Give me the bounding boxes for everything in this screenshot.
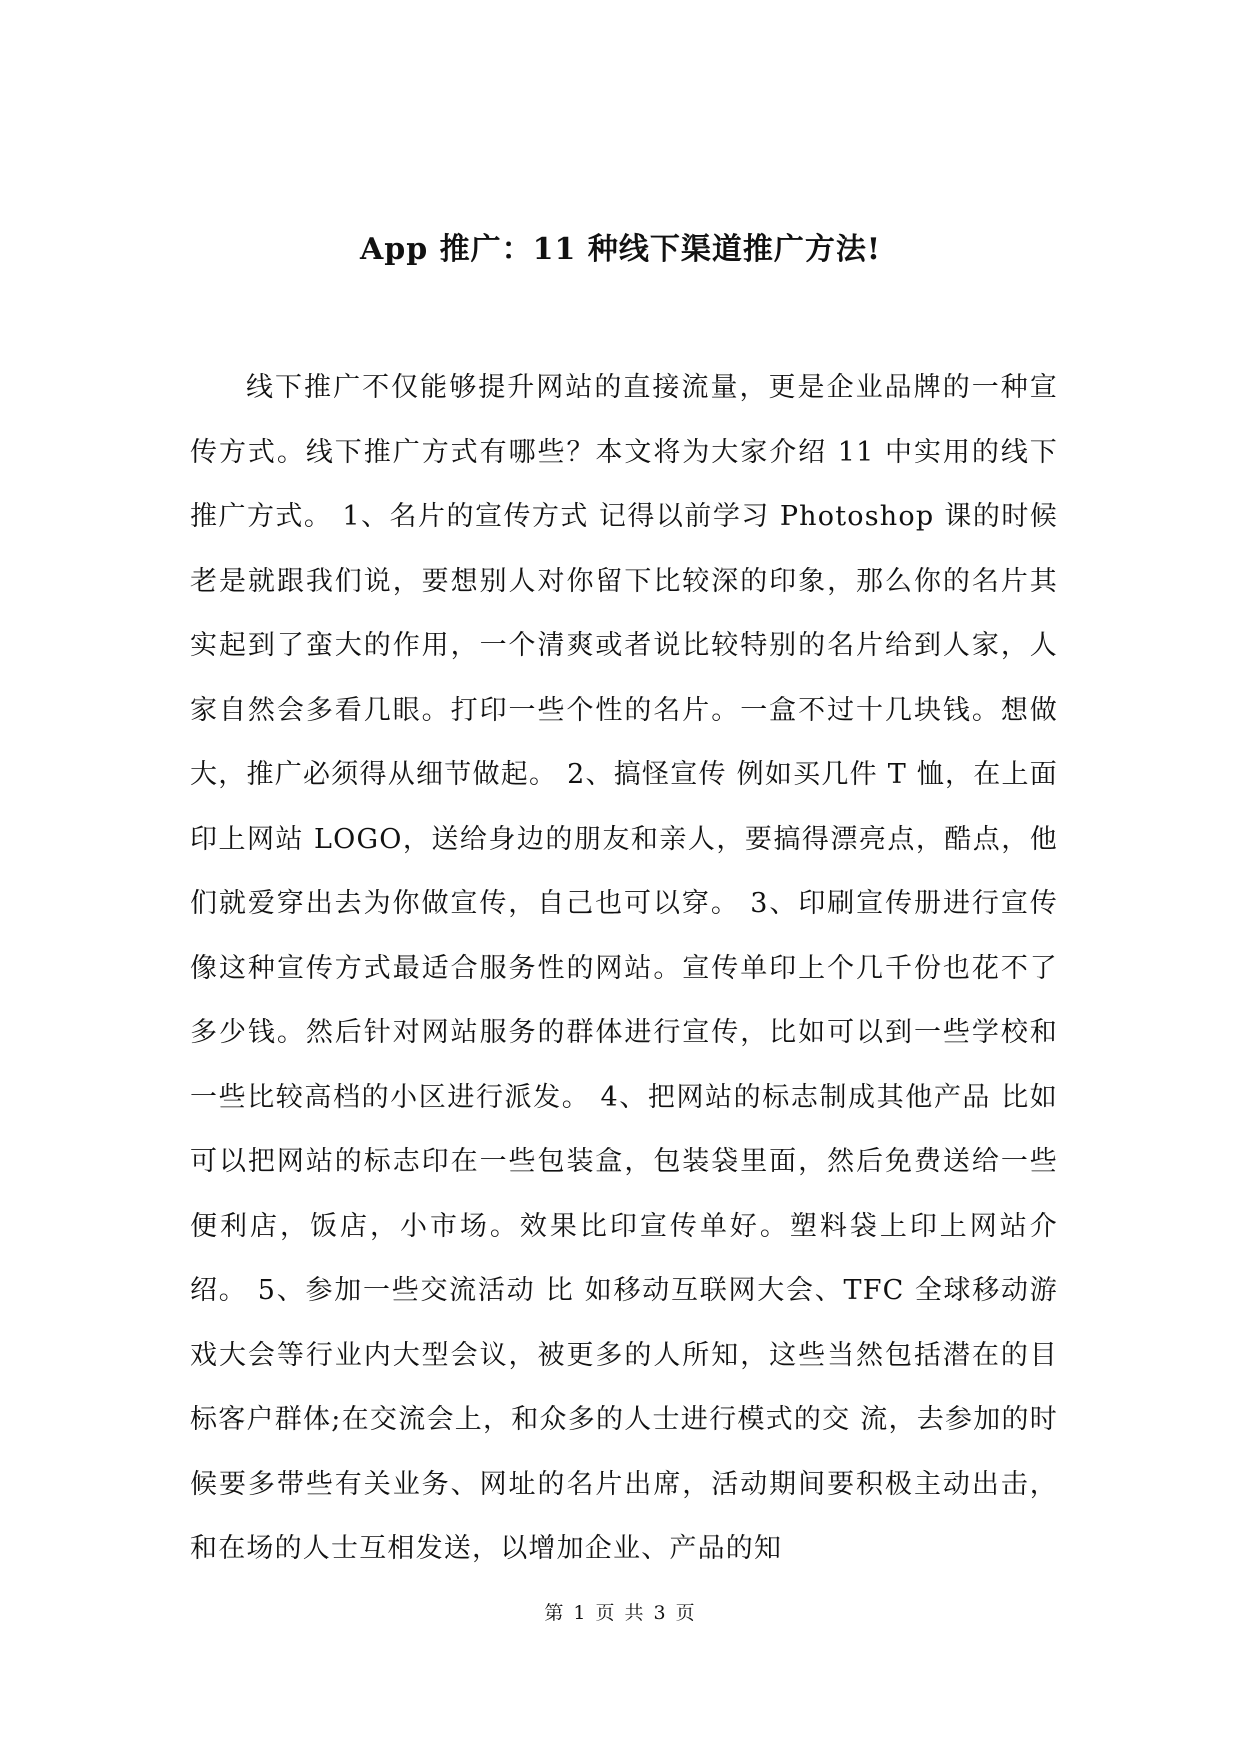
- page-number-footer: 第 1 页 共 3 页: [544, 1602, 697, 1624]
- document-title: App 推广：11 种线下渠道推广方法!: [359, 232, 882, 267]
- document-body-paragraph: 线下推广不仅能够提升网站的直接流量，更是企业品牌的一种宣传方式。线下推广方式有哪些？本文将为大家介绍 11 中实用的线下推广方式。 1、名片的宣传方式 记得以前学习 Photoshop 课的时候老是就跟我们说，要想别人对你留下比较深的印象，那么你的名片其实起到了蛮大的作用，一个清爽或者说比较特别的名片给到人家，人家自然会多看几眼。打印一些个性的名片。一盒不过十几块钱。想做大，推广必须得从细节做起。 2、搞怪宣传 例如买几件 T 恤，在上面印上网站 LOGO，送给身边的朋友和亲人，要搞得漂亮点，酷点，他们就爱穿出去为你做宣传，自己也可以穿。 3、印刷宣传册进行宣传 像这种宣传方式最适合服务性的网站。宣传单印上个几千份也花不了多少钱。然后针对网站服务的群体进行宣传，比如可以到一些学校和一些比较高档的小区进行派发。 4、把网站的标志制成其他产品 比如可以把网站的标志印在一些包装盒，包装袋里面，然后免费送给一些便利店，饭店，小市场。效果比印宣传单好。塑料袋上印上网站介绍。 5、参加一些交流活动 比 如移动互联网大会、TFC 全球移动游戏大会等行业内大型会议，被更多的人所知，这些当然包括潜在的目标客户群体;在交流会上，和众多的人士进行模式的交 流，去参加的时候要多带些有关业务、网址的名片出席，活动期间要积极主动出击，和在场的人士互相发送，以增加企业、产品的知: [190, 372, 1058, 1564]
